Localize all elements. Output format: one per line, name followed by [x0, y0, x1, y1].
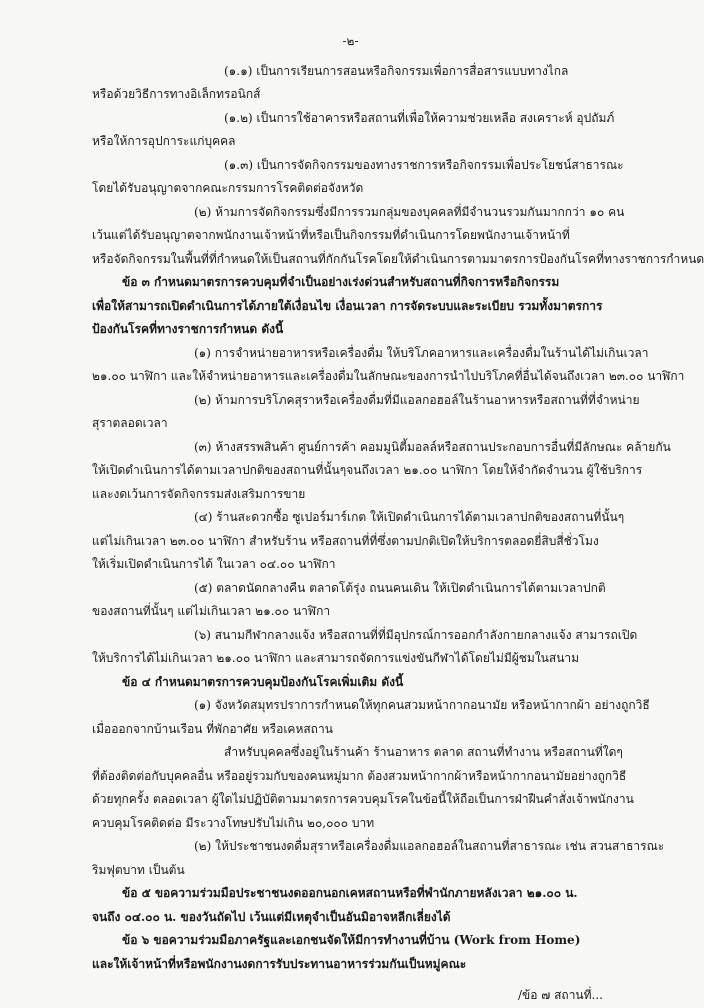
- document-line: แต่ไม่เกินเวลา ๒๓.๐๐ นาฬิกา สำหรับร้าน หรือสถานที่ที่ซึ่งตามปกติเปิดให้บริการตลอดยี่สิบสี่ชั่วโมง: [92, 533, 599, 548]
- document-line: ข้อ ๖ ขอความร่วมมือภาครัฐและเอกชนจัดให้มีการทำงานที่บ้าน (Work from Home): [122, 933, 581, 947]
- page-number: -๒-: [342, 34, 359, 48]
- document-line: ข้อ ๔ กำหนดมาตรการควบคุมป้องกันโรคเพิ่มเติม ดังนี้: [122, 674, 404, 689]
- document-line: ให้เปิดดำเนินการได้ตามเวลาปกติของสถานที่นั้นๆจนถึงเวลา ๒๑.๐๐ นาฬิกา โดยให้จำกัดจำนวน ผู้ใช้บริการ: [92, 463, 643, 477]
- document-line: (๒) ห้ามการบริโภคสุราหรือเครื่องดื่มที่มีแอลกอฮอล์ในร้านอาหารหรือสถานที่ที่จำหน่าย: [194, 392, 640, 407]
- document-line: ของสถานที่นั้นๆ แต่ไม่เกินเวลา ๒๑.๐๐ นาฬิกา: [92, 604, 331, 618]
- document-line: (๖) สนามกีฬากลางแจ้ง หรือสถานที่ที่มีอุปกรณ์การออกกำลังกายกลางแจ้ง สามารถเปิด: [194, 627, 638, 642]
- document-line: (๕) ตลาดนัดกลางคืน ตลาดโต้รุ่ง ถนนคนเดิน ให้เปิดดำเนินการได้ตามเวลาปกติ: [194, 580, 606, 595]
- document-line: ริมฟุตบาท เป็นต้น: [92, 862, 185, 877]
- document-line: ที่ต้องติดต่อกับบุคคลอื่น หรืออยู่รวมกับของคนหมู่มาก ต้องสวมหน้ากากผ้าหรือหน้ากากอนามัยอย่างถูกวิธี: [92, 768, 627, 783]
- document-line: (๑.๑) เป็นการเรียนการสอนหรือกิจกรรมเพื่อการสื่อสารแบบทางไกล: [224, 63, 569, 78]
- document-line: จนถึง ๐๔.๐๐ น. ของวันถัดไป เว้นแต่มีเหตุจำเป็นอันมิอาจหลีกเลี่ยงได้: [92, 909, 451, 924]
- document-line: และให้เจ้าหน้าที่หรือพนักงานงดการรับประทานอาหารร่วมกันเป็นหมู่คณะ: [92, 956, 467, 971]
- document-line: ข้อ ๕ ขอความร่วมมือประชาชนงดออกนอกเคหสถานหรือที่พำนักภายหลังเวลา ๒๑.๐๐ น.: [122, 886, 578, 900]
- document-line: หรือจัดกิจกรรมในพื้นที่ที่กำหนดให้เป็นสถานที่กักกันโรคโดยให้ดำเนินการตามมาตรการป้องกันโรคที่ทางราชการกำหนด: [92, 251, 704, 266]
- document-line: สุราตลอดเวลา: [92, 416, 168, 430]
- document-line: ข้อ ๓ กำหนดมาตรการควบคุมที่จำเป็นอย่างเร่งด่วนสำหรับสถานที่กิจการหรือกิจกรรม: [122, 275, 560, 289]
- document-line: (๒) ห้ามการจัดกิจกรรมซึ่งมีการรวมกลุ่มของบุคคลที่มีจำนวนรวมกันมากกว่า ๑๐ คน: [194, 204, 625, 219]
- document-line: ให้เริ่มเปิดดำเนินการได้ ในเวลา ๐๔.๐๐ นาฬิกา: [92, 557, 336, 571]
- document-line: ด้วยทุกครั้ง ตลอดเวลา ผู้ใดไม่ปฏิบัติตามมาตรการควบคุมโรคในข้อนี้ให้ถือเป็นการฝ่าฝืนคำสั่งเจ้าพนักงาน: [92, 792, 634, 806]
- document-line: ให้บริการได้ไม่เกินเวลา ๒๑.๐๐ นาฬิกา และสามารถจัดการแข่งขันกีฬาได้โดยไม่มีผู้ชมในสนาม: [92, 651, 580, 665]
- document-line: ควบคุมโรคติดต่อ มีระวางโทษปรับไม่เกิน ๒๐,๐๐๐ บาท: [92, 815, 375, 830]
- document-line: ๒๑.๐๐ นาฬิกา และให้จำหน่ายอาหารและเครื่องดื่มในลักษณะของการนำไปบริโภคที่อื่นได้จนถึงเวลา ๒๓.๐๐ นาฬิกา: [92, 369, 685, 383]
- document-line: สำหรับบุคคลซึ่งอยู่ในร้านค้า ร้านอาหาร ตลาด สถานที่ทำงาน หรือสถานที่ใดๆ: [224, 745, 623, 759]
- document-line: เพื่อให้สามารถเปิดดำเนินการได้ภายใต้เงื่อนไข เงื่อนเวลา การจัดระบบและระเบียบ รวมทั้งมาตรการ: [92, 298, 603, 313]
- document-line: (๔) ร้านสะดวกซื้อ ซูเปอร์มาร์เกต ให้เปิดดำเนินการได้ตามเวลาปกติของสถานที่นั้นๆ: [194, 510, 625, 524]
- document-line: โดยได้รับอนุญาตจากคณะกรรมการโรคติดต่อจังหวัด: [92, 181, 364, 195]
- document-line: หรือด้วยวิธีการทางอิเล็กทรอนิกส์: [92, 87, 261, 101]
- document-line: (๒) ให้ประชาชนงดดื่มสุราหรือเครื่องดื่มแอลกอฮอล์ในสถานที่สาธารณะ เช่น สวนสาธารณะ: [194, 839, 665, 853]
- document-line: เว้นแต่ได้รับอนุญาตจากพนักงานเจ้าหน้าที่หรือเป็นกิจกรรมที่ดำเนินการโดยพนักงานเจ้าหน้าที่: [92, 228, 570, 242]
- document-line: (๓) ห้างสรรพสินค้า ศูนย์การค้า คอมมูนิตี้มอลล์หรือสถานประกอบการอื่นที่มีลักษณะ คล้ายกัน: [194, 439, 671, 454]
- document-line: และงดเว้นการจัดกิจกรรมส่งเสริมการขาย: [92, 486, 306, 501]
- document-line: (๑.๒) เป็นการใช้อาคารหรือสถานที่เพื่อให้ความช่วยเหลือ สงเคราะห์ อุปถัมภ์: [224, 110, 615, 125]
- document-line: ป้องกันโรคที่ทางราชการกำหนด ดังนี้: [92, 322, 284, 336]
- document-line: (๑) จังหวัดสมุทรปราการกำหนดให้ทุกคนสวมหน้ากากอนามัย หรือหน้ากากผ้า อย่างถูกวิธี: [194, 698, 650, 712]
- document-body: [92, 60, 704, 977]
- document-line: หรือให้การอุปการะแก่บุคคล: [92, 134, 236, 148]
- document-line: เมื่อออกจากบ้านเรือน ที่พักอาศัย หรือเคหสถาน: [92, 721, 333, 736]
- document-line: (๑) การจำหน่ายอาหารหรือเครื่องดื่ม ให้บริโภคอาหารและเครื่องดื่มในร้านได้ไม่เกินเวลา: [194, 345, 649, 360]
- document-line: (๑.๓) เป็นการจัดกิจกรรมของทางราชการหรือกิจกรรมเพื่อประโยชน์สาธารณะ: [224, 157, 624, 172]
- continuation-note: /ข้อ ๗ สถานที่...: [518, 988, 603, 1002]
